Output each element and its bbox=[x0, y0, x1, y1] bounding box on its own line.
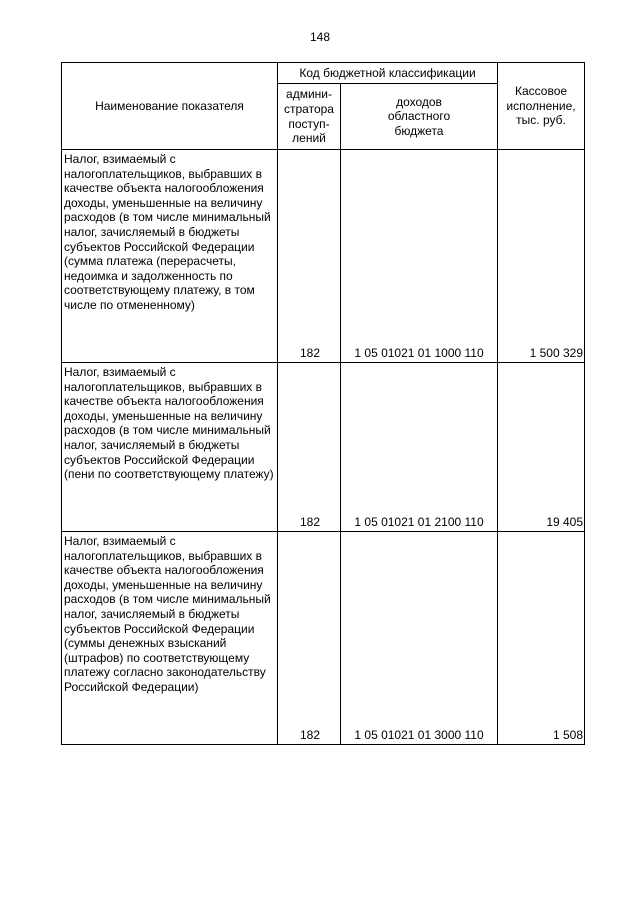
row-administrator-code: 182 bbox=[278, 532, 341, 745]
header-regional-revenue-code-text: доходов областного бюджета bbox=[387, 94, 451, 138]
row-budget-code: 1 05 01021 01 1000 110 bbox=[341, 150, 498, 363]
row-administrator-code: 182 bbox=[278, 363, 341, 532]
table-row bbox=[62, 532, 585, 745]
header-revenue-administrator-text: админи- стратора поступ- лений bbox=[284, 87, 334, 146]
row-indicator-name: Налог, взимаемый с налогоплательщиков, выбравших в качестве объекта налогообложения доходы, уменьшенные на величину расходов (в том числе минимальный налог, зачисляемый в бюджеты субъектов Российской Федерации (суммы денежных взысканий (штрафов) по соответствующему платежу согласно законодательству Российской Федерации) bbox=[62, 532, 278, 745]
budget-table bbox=[61, 62, 585, 745]
table-row bbox=[62, 363, 585, 532]
row-indicator-name: Налог, взимаемый с налогоплательщиков, выбравших в качестве объекта налогообложения доходы, уменьшенные на величину расходов (в том числе минимальный налог, зачисляемый в бюджеты субъектов Российской Федерации (пени по соответствующему платежу) bbox=[62, 363, 278, 532]
row-budget-code: 1 05 01021 01 2100 110 bbox=[341, 363, 498, 532]
row-administrator-code: 182 bbox=[278, 150, 341, 363]
header-regional-revenue-code bbox=[341, 84, 498, 150]
header-cash-execution: Кассовое исполнение, тыс. руб. bbox=[498, 63, 585, 150]
row-cash-execution: 19 405 bbox=[498, 363, 585, 532]
header-indicator-name: Наименование показателя bbox=[62, 63, 278, 150]
header-budget-code-group: Код бюджетной классификации bbox=[278, 63, 498, 84]
row-budget-code: 1 05 01021 01 3000 110 bbox=[341, 532, 498, 745]
row-cash-execution: 1 500 329 bbox=[498, 150, 585, 363]
header-revenue-administrator bbox=[278, 84, 341, 150]
row-indicator-name: Налог, взимаемый с налогоплательщиков, выбравших в качестве объекта налогообложения доходы, уменьшенные на величину расходов (в том числе минимальный налог, зачисляемый в бюджеты субъектов Российской Федерации (сумма платежа (перерасчеты, недоимка и задолженность по соответствующему платежу, в том числе по отмененному) bbox=[62, 150, 278, 363]
page-number: 148 bbox=[309, 30, 331, 44]
row-cash-execution: 1 508 bbox=[498, 532, 585, 745]
table-row bbox=[62, 150, 585, 363]
